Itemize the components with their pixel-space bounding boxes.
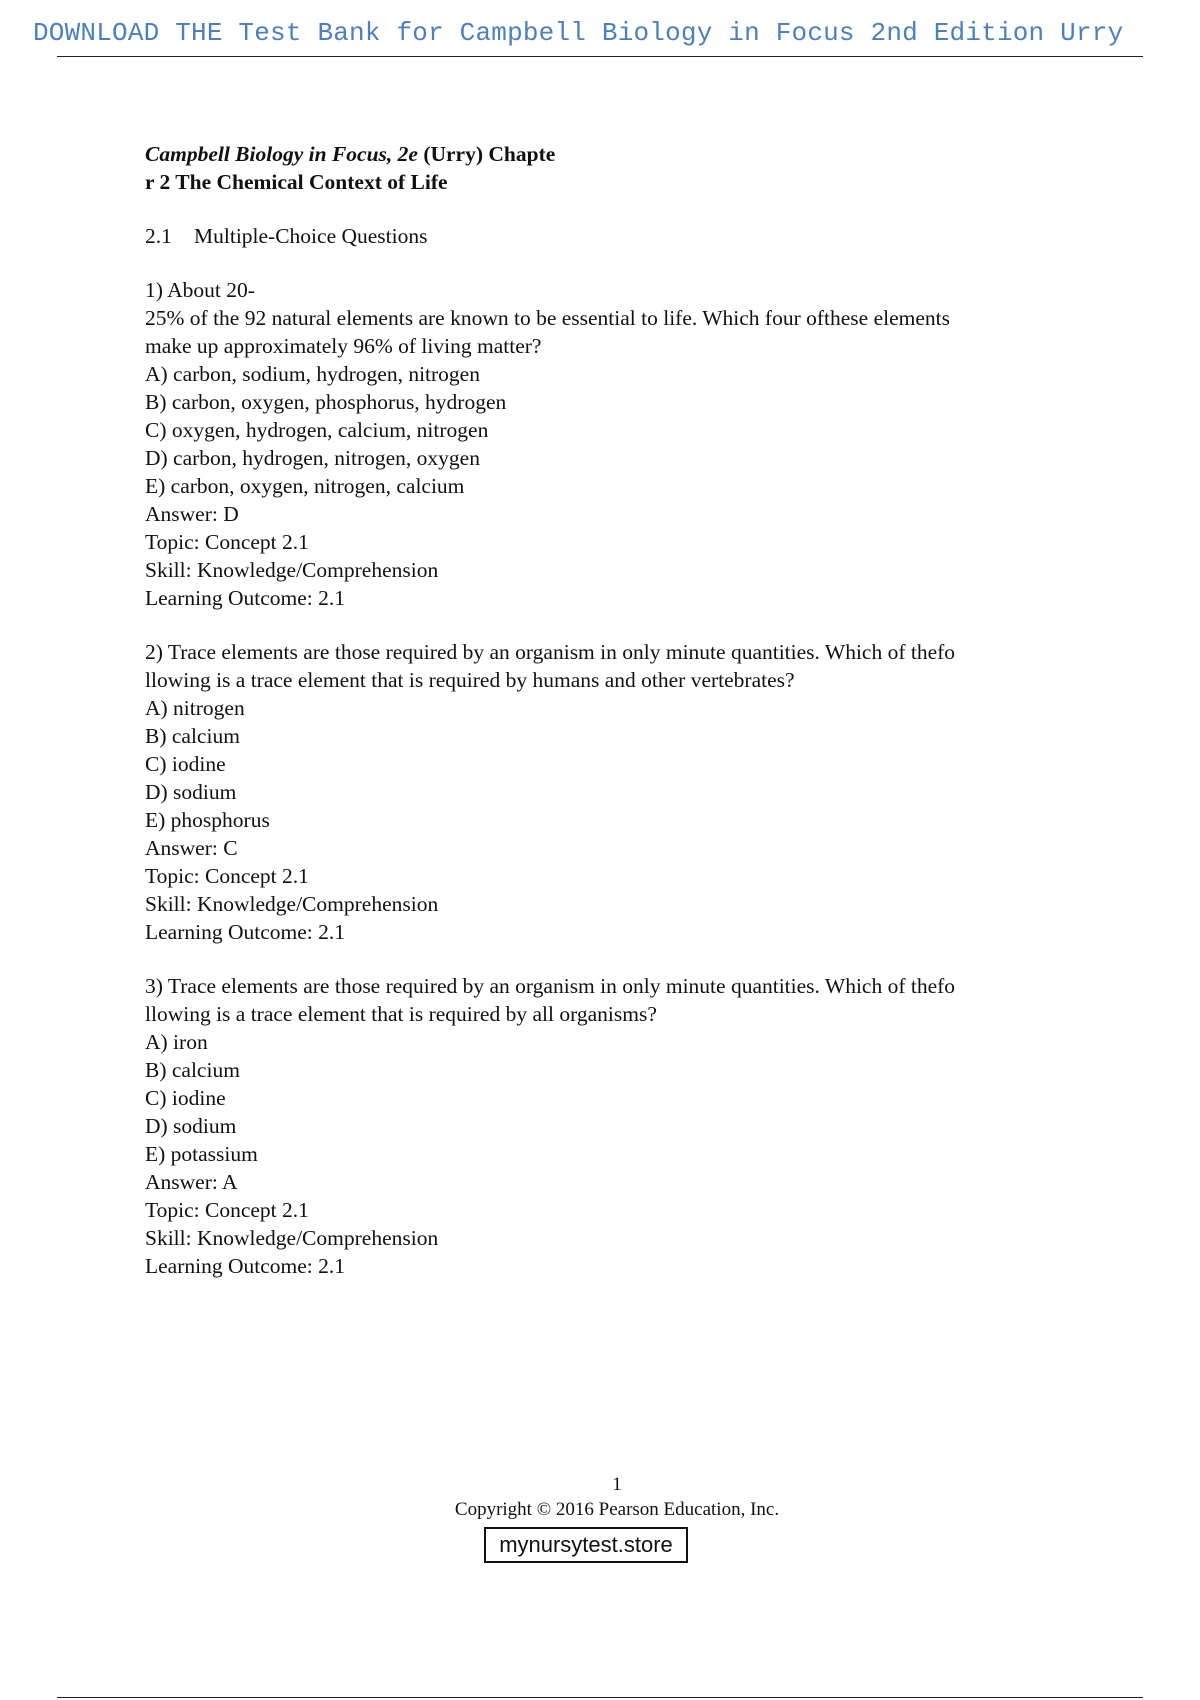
question-list bbox=[145, 276, 1065, 1280]
option-a: A) nitrogen bbox=[145, 696, 245, 720]
skill-line: Skill: Knowledge/Comprehension bbox=[145, 1226, 439, 1250]
question-item bbox=[145, 972, 1065, 1280]
header-divider bbox=[57, 56, 1143, 57]
copyright-notice: Copyright © 2016 Pearson Education, Inc. bbox=[454, 1499, 780, 1520]
option-b: B) carbon, oxygen, phosphorus, hydrogen bbox=[145, 390, 507, 414]
learning-outcome-line: Learning Outcome: 2.1 bbox=[145, 1254, 346, 1278]
footer-divider bbox=[57, 1697, 1143, 1698]
question-stem-line: 3) Trace elements are those required by an organism in only minute quantities. Which of thefo bbox=[145, 974, 956, 998]
section-heading bbox=[145, 222, 1065, 250]
section-title: Multiple-Choice Questions bbox=[194, 224, 428, 248]
topic-line: Topic: Concept 2.1 bbox=[145, 530, 309, 554]
question-stem-line: make up approximately 96% of living matter? bbox=[145, 334, 542, 358]
topic-line: Topic: Concept 2.1 bbox=[145, 1198, 309, 1222]
topic-line: Topic: Concept 2.1 bbox=[145, 864, 309, 888]
option-e: E) carbon, oxygen, nitrogen, calcium bbox=[145, 474, 465, 498]
option-a: A) carbon, sodium, hydrogen, nitrogen bbox=[145, 362, 480, 386]
chapter-subtitle: r 2 The Chemical Context of Life bbox=[145, 170, 448, 194]
skill-line: Skill: Knowledge/Comprehension bbox=[145, 892, 439, 916]
answer-line: Answer: A bbox=[145, 1170, 238, 1194]
document-body bbox=[145, 140, 1065, 1280]
question-item bbox=[145, 276, 1065, 612]
chapter-title bbox=[145, 140, 1065, 196]
question-stem-line: llowing is a trace element that is required by humans and other vertebrates? bbox=[145, 668, 795, 692]
answer-line: Answer: C bbox=[145, 836, 238, 860]
skill-line: Skill: Knowledge/Comprehension bbox=[145, 558, 439, 582]
option-b: B) calcium bbox=[145, 1058, 240, 1082]
answer-line: Answer: D bbox=[145, 502, 239, 526]
question-stem-line: 25% of the 92 natural elements are known to be essential to life. Which four ofthese elements bbox=[145, 306, 951, 330]
option-e: E) potassium bbox=[145, 1142, 258, 1166]
learning-outcome-line: Learning Outcome: 2.1 bbox=[145, 586, 346, 610]
question-stem-line: llowing is a trace element that is required by all organisms? bbox=[145, 1002, 657, 1026]
learning-outcome-line: Learning Outcome: 2.1 bbox=[145, 920, 346, 944]
option-d: D) sodium bbox=[145, 780, 237, 804]
question-stem-line: 1) About 20- bbox=[145, 278, 255, 302]
section-number: 2.1 bbox=[145, 224, 172, 248]
title-author-chapter: (Urry) Chapte bbox=[417, 142, 556, 166]
download-banner-link[interactable]: DOWNLOAD THE Test Bank for Campbell Biology in Focus 2nd Edition Urry bbox=[33, 18, 1124, 48]
book-title: Campbell Biology in Focus, 2e bbox=[145, 142, 418, 166]
option-c: C) iodine bbox=[145, 1086, 226, 1110]
page-number: 1 bbox=[612, 1474, 622, 1495]
site-watermark-box: mynursytest.store bbox=[484, 1527, 688, 1563]
option-e: E) phosphorus bbox=[145, 808, 270, 832]
option-c: C) iodine bbox=[145, 752, 226, 776]
option-b: B) calcium bbox=[145, 724, 240, 748]
question-item bbox=[145, 638, 1065, 946]
option-d: D) sodium bbox=[145, 1114, 237, 1138]
question-stem-line: 2) Trace elements are those required by an organism in only minute quantities. Which of thefo bbox=[145, 640, 956, 664]
option-d: D) carbon, hydrogen, nitrogen, oxygen bbox=[145, 446, 480, 470]
option-a: A) iron bbox=[145, 1030, 208, 1054]
option-c: C) oxygen, hydrogen, calcium, nitrogen bbox=[145, 418, 489, 442]
